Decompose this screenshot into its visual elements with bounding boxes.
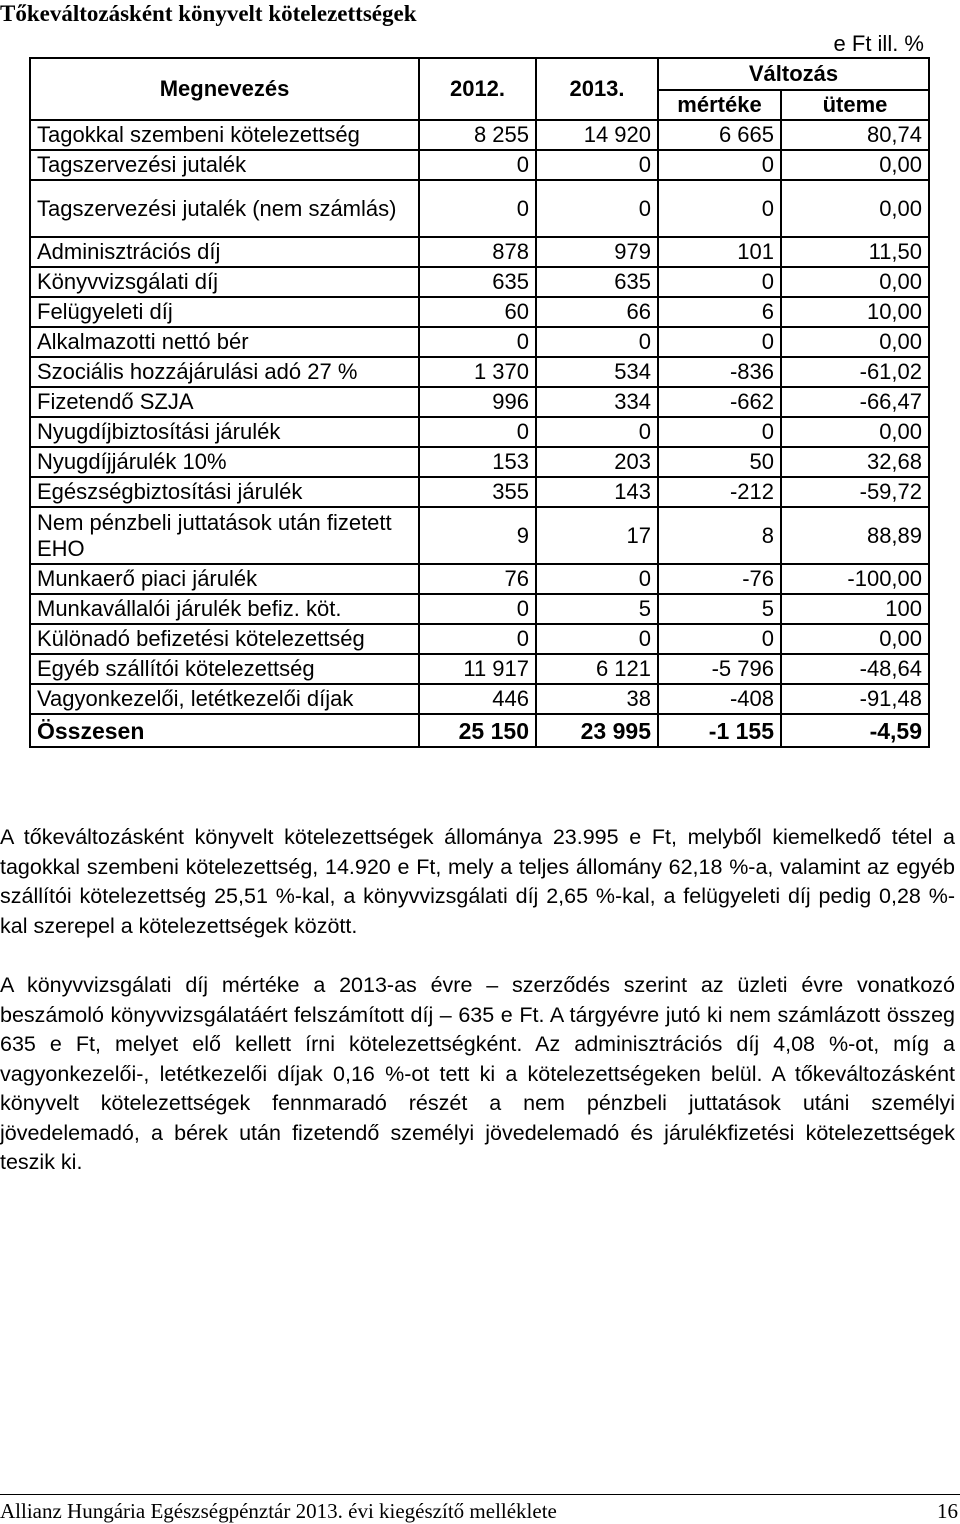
row-value-2013: 0 xyxy=(536,180,658,237)
row-name: Szociális hozzájárulási adó 27 % xyxy=(30,357,419,387)
row-name: Nyugdíjbiztosítási járulék xyxy=(30,417,419,447)
total-2012: 25 150 xyxy=(419,714,536,747)
row-change-amount: -836 xyxy=(658,357,781,387)
row-change-rate: 32,68 xyxy=(781,447,929,477)
row-name: Vagyonkezelői, letétkezelői díjak xyxy=(30,684,419,714)
table-row xyxy=(30,507,929,564)
row-change-amount: 0 xyxy=(658,180,781,237)
row-change-rate: -91,48 xyxy=(781,684,929,714)
row-change-amount: 8 xyxy=(658,507,781,564)
row-value-2012: 76 xyxy=(419,564,536,594)
row-name: Tagszervezési jutalék (nem számlás) xyxy=(30,180,419,237)
table-row xyxy=(30,237,929,267)
row-name: Felügyeleti díj xyxy=(30,297,419,327)
row-change-amount: 0 xyxy=(658,327,781,357)
table-row xyxy=(30,417,929,447)
liabilities-table xyxy=(29,57,930,748)
table-row xyxy=(30,297,929,327)
row-value-2012: 0 xyxy=(419,180,536,237)
header-change-rate: üteme xyxy=(781,90,929,120)
page-number: 16 xyxy=(937,1499,958,1523)
table-row xyxy=(30,564,929,594)
row-change-rate: 100 xyxy=(781,594,929,624)
row-name: Fizetendő SZJA xyxy=(30,387,419,417)
row-value-2013: 6 121 xyxy=(536,654,658,684)
paragraph-2: A könyvvizsgálati díj mértéke a 2013-as évre – szerződés szerint az üzleti évre vonatkozó beszámoló könyvvizsgálatáért felszámított díj – 635 e Ft. A tárgyévre jutó ki nem számlázott összeg 635 e Ft, melyet elő kellett írni kötelezettségként. Az adminisztrációs díj 4,08 %-ot, míg a vagyonkezelői-, letétkezelői díjak 0,16 %-ot tett ki a kötelezettségeken belül. A tőkeváltozásként könyvelt kötelezettségek fennmaradó részét a nem pénzbeli juttatások utáni személyi jövedelemadó, a bérek után fizetendő személyi jövedelemadó és járulékfizetési kötelezettségek teszik ki. xyxy=(0,973,955,1174)
page-title: Tőkeváltozásként könyvelt kötelezettségek xyxy=(0,1,417,26)
row-name: Tagokkal szembeni kötelezettség xyxy=(30,120,419,150)
row-change-amount: 0 xyxy=(658,417,781,447)
row-name: Adminisztrációs díj xyxy=(30,237,419,267)
row-name: Tagszervezési jutalék xyxy=(30,150,419,180)
row-change-amount: -5 796 xyxy=(658,654,781,684)
table-row xyxy=(30,180,929,237)
row-name: Nyugdíjjárulék 10% xyxy=(30,447,419,477)
row-name: Nem pénzbeli juttatások után fizetett EHO xyxy=(30,507,419,564)
row-change-amount: 101 xyxy=(658,237,781,267)
row-name: Munkaerő piaci járulék xyxy=(30,564,419,594)
row-value-2012: 446 xyxy=(419,684,536,714)
row-value-2013: 0 xyxy=(536,150,658,180)
row-name: Alkalmazotti nettó bér xyxy=(30,327,419,357)
row-change-amount: 0 xyxy=(658,624,781,654)
table-row xyxy=(30,594,929,624)
total-change-amount: -1 155 xyxy=(658,714,781,747)
total-name: Összesen xyxy=(30,714,419,747)
row-name: Könyvvizsgálati díj xyxy=(30,267,419,297)
table-row xyxy=(30,357,929,387)
table-body xyxy=(30,120,929,747)
row-change-rate: -48,64 xyxy=(781,654,929,684)
row-value-2012: 996 xyxy=(419,387,536,417)
row-value-2013: 979 xyxy=(536,237,658,267)
row-value-2012: 0 xyxy=(419,594,536,624)
row-value-2012: 8 255 xyxy=(419,120,536,150)
row-change-amount: 50 xyxy=(658,447,781,477)
paragraph-1: A tőkeváltozásként könyvelt kötelezettségek állománya 23.995 e Ft, melyből kiemelkedő tétel a tagokkal szembeni kötelezettség, 14.920 e Ft, mely a teljes állomány 62,18 %-a, valamint az egyéb szállítói kötelezettség 25,51 %-kal, a könyvvizsgálati díj 2,65 %-kal, a felügyeleti díj pedig 0,28 %-kal szerepel a kötelezettségek között. xyxy=(0,825,955,938)
row-value-2012: 0 xyxy=(419,327,536,357)
table-row xyxy=(30,684,929,714)
row-value-2012: 153 xyxy=(419,447,536,477)
header-change: Változás xyxy=(658,58,929,90)
row-value-2013: 203 xyxy=(536,447,658,477)
row-name: Egyéb szállítói kötelezettség xyxy=(30,654,419,684)
row-change-rate: 88,89 xyxy=(781,507,929,564)
row-value-2013: 635 xyxy=(536,267,658,297)
row-value-2013: 0 xyxy=(536,624,658,654)
row-change-amount: -212 xyxy=(658,477,781,507)
row-change-rate: 10,00 xyxy=(781,297,929,327)
row-change-rate: 0,00 xyxy=(781,417,929,447)
row-value-2012: 1 370 xyxy=(419,357,536,387)
total-2013: 23 995 xyxy=(536,714,658,747)
row-value-2012: 878 xyxy=(419,237,536,267)
row-change-rate: -66,47 xyxy=(781,387,929,417)
row-name: Különadó befizetési kötelezettség xyxy=(30,624,419,654)
row-change-rate: 0,00 xyxy=(781,180,929,237)
row-value-2013: 66 xyxy=(536,297,658,327)
footer-divider xyxy=(0,1494,960,1495)
total-row xyxy=(30,714,929,747)
table-row xyxy=(30,327,929,357)
row-value-2012: 60 xyxy=(419,297,536,327)
row-value-2013: 38 xyxy=(536,684,658,714)
row-value-2013: 5 xyxy=(536,594,658,624)
row-change-rate: -59,72 xyxy=(781,477,929,507)
table-row xyxy=(30,447,929,477)
row-change-amount: 6 xyxy=(658,297,781,327)
row-change-rate: 80,74 xyxy=(781,120,929,150)
row-name: Egészségbiztosítási járulék xyxy=(30,477,419,507)
header-name: Megnevezés xyxy=(30,58,419,120)
row-value-2012: 9 xyxy=(419,507,536,564)
table-row xyxy=(30,120,929,150)
row-change-amount: -662 xyxy=(658,387,781,417)
row-change-rate: 0,00 xyxy=(781,624,929,654)
header-change-amount: mértéke xyxy=(658,90,781,120)
row-change-rate: 11,50 xyxy=(781,237,929,267)
table-row xyxy=(30,267,929,297)
row-change-rate: 0,00 xyxy=(781,327,929,357)
row-value-2012: 635 xyxy=(419,267,536,297)
footer-text: Allianz Hungária Egészségpénztár 2013. évi kiegészítő melléklete xyxy=(0,1499,557,1523)
row-change-amount: 5 xyxy=(658,594,781,624)
row-value-2012: 0 xyxy=(419,624,536,654)
row-value-2013: 14 920 xyxy=(536,120,658,150)
row-change-rate: -61,02 xyxy=(781,357,929,387)
total-change-rate: -4,59 xyxy=(781,714,929,747)
table-row xyxy=(30,477,929,507)
table-row xyxy=(30,624,929,654)
row-value-2013: 0 xyxy=(536,564,658,594)
table-row xyxy=(30,654,929,684)
row-change-amount: -76 xyxy=(658,564,781,594)
row-value-2013: 0 xyxy=(536,327,658,357)
row-change-amount: 0 xyxy=(658,267,781,297)
row-change-rate: 0,00 xyxy=(781,150,929,180)
row-name: Munkavállalói járulék befiz. köt. xyxy=(30,594,419,624)
table-row xyxy=(30,150,929,180)
row-value-2012: 0 xyxy=(419,417,536,447)
row-change-amount: 0 xyxy=(658,150,781,180)
row-value-2012: 355 xyxy=(419,477,536,507)
row-value-2012: 0 xyxy=(419,150,536,180)
unit-note: e Ft ill. % xyxy=(833,31,924,56)
row-value-2012: 11 917 xyxy=(419,654,536,684)
row-change-rate: -100,00 xyxy=(781,564,929,594)
table-row xyxy=(30,387,929,417)
row-change-amount: -408 xyxy=(658,684,781,714)
row-value-2013: 17 xyxy=(536,507,658,564)
row-value-2013: 143 xyxy=(536,477,658,507)
row-value-2013: 334 xyxy=(536,387,658,417)
row-value-2013: 534 xyxy=(536,357,658,387)
header-2013: 2013. xyxy=(536,58,658,120)
row-change-rate: 0,00 xyxy=(781,267,929,297)
row-change-amount: 6 665 xyxy=(658,120,781,150)
header-2012: 2012. xyxy=(419,58,536,120)
row-value-2013: 0 xyxy=(536,417,658,447)
